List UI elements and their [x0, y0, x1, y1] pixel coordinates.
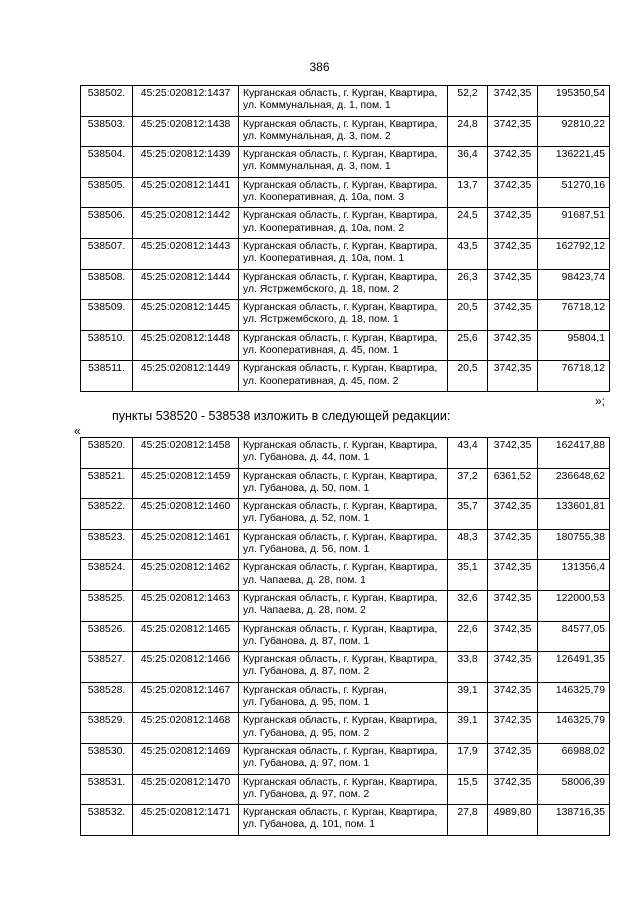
- address-cell: [239, 438, 448, 469]
- cadastral-number-cell: 45:25:020812:1448: [133, 330, 239, 361]
- address-cell: [239, 805, 448, 836]
- address-line-2: ул. Губанова, д. 95, пом. 2: [243, 727, 370, 739]
- cadastral-value-cell: 131356,4: [538, 560, 610, 591]
- specific-value-cell: 3742,35: [488, 330, 538, 361]
- item-number-cell: 538503.: [81, 116, 133, 147]
- area-cell: 26,3: [448, 269, 488, 300]
- area-cell: 35,1: [448, 560, 488, 591]
- cadastral-number-cell: 45:25:020812:1467: [133, 682, 239, 713]
- closing-quote-mark: »;: [595, 394, 606, 408]
- address-cell: [239, 621, 448, 652]
- address-cell: [239, 468, 448, 499]
- item-number-cell: 538529.: [81, 713, 133, 744]
- cadastral-value-cell: 133601,81: [538, 499, 610, 530]
- table-row: [81, 468, 610, 499]
- cadastral-value-cell: 76718,12: [538, 300, 610, 331]
- item-number-cell: 538520.: [81, 438, 133, 469]
- address-cell: [239, 300, 448, 331]
- address-line-2: ул. Кооперативная, д. 45, пом. 2: [243, 375, 399, 387]
- address-line-1: Курганская область, г. Курган, Квартира,: [243, 149, 438, 161]
- specific-value-cell: 3742,35: [488, 590, 538, 621]
- address-line-1: Курганская область, г. Курган, Квартира,: [243, 807, 438, 819]
- cadastral-number-cell: 45:25:020812:1444: [133, 269, 239, 300]
- cadastral-value-cell: 95804,1: [538, 330, 610, 361]
- cadastral-value-cell: 162792,12: [538, 238, 610, 269]
- specific-value-cell: 3742,35: [488, 652, 538, 683]
- address-cell: [239, 86, 448, 117]
- cadastral-value-cell: 98423,74: [538, 269, 610, 300]
- table-row: [81, 269, 610, 300]
- cadastral-value-cell: 91687,51: [538, 208, 610, 239]
- table-row: [81, 590, 610, 621]
- area-cell: 48,3: [448, 529, 488, 560]
- cadastral-number-cell: 45:25:020812:1465: [133, 621, 239, 652]
- item-number-cell: 538530.: [81, 743, 133, 774]
- address-line-1: Курганская область, г. Курган, Квартира,: [243, 592, 438, 604]
- address-cell: [239, 116, 448, 147]
- cadastral-value-cell: 51270,16: [538, 177, 610, 208]
- address-line-1: Курганская область, г. Курган, Квартира,: [243, 271, 438, 283]
- table-row: [81, 330, 610, 361]
- table-row: [81, 438, 610, 469]
- table-row: [81, 682, 610, 713]
- address-line-2: ул. Губанова, д. 50, пом. 1: [243, 482, 370, 494]
- specific-value-cell: 3742,35: [488, 361, 538, 392]
- area-cell: 39,1: [448, 713, 488, 744]
- cadastral-number-cell: 45:25:020812:1469: [133, 743, 239, 774]
- cadastral-value-cell: 66988,02: [538, 743, 610, 774]
- item-number-cell: 538522.: [81, 499, 133, 530]
- registry-table-body: [81, 86, 610, 392]
- address-line-1: Курганская область, г. Курган, Квартира,: [243, 88, 438, 99]
- address-line-1: Курганская область, г. Курган, Квартира,: [243, 654, 438, 666]
- specific-value-cell: 3742,35: [488, 86, 538, 117]
- address-line-1: Курганская область, г. Курган, Квартира,: [243, 623, 438, 635]
- cadastral-value-cell: 236648,62: [538, 468, 610, 499]
- cadastral-number-cell: 45:25:020812:1437: [133, 86, 239, 117]
- address-line-2: ул. Ястржембского, д. 18, пом. 2: [243, 283, 399, 295]
- cadastral-value-cell: 126491,35: [538, 652, 610, 683]
- address-line-2: ул. Губанова, д. 97, пом. 2: [243, 788, 370, 800]
- area-cell: 35,7: [448, 499, 488, 530]
- table-row: [81, 238, 610, 269]
- address-line-2: ул. Коммунальная, д. 1, пом. 1: [243, 100, 391, 112]
- specific-value-cell: 3742,35: [488, 743, 538, 774]
- address-cell: [239, 652, 448, 683]
- cadastral-value-cell: 146325,79: [538, 713, 610, 744]
- address-line-1: Курганская область, г. Курган, Квартира,: [243, 440, 438, 451]
- cadastral-number-cell: 45:25:020812:1438: [133, 116, 239, 147]
- area-cell: 22,6: [448, 621, 488, 652]
- specific-value-cell: 3742,35: [488, 438, 538, 469]
- cadastral-value-cell: 180755,38: [538, 529, 610, 560]
- area-cell: 15,5: [448, 774, 488, 805]
- specific-value-cell: 3742,35: [488, 238, 538, 269]
- address-cell: [239, 330, 448, 361]
- address-line-2: ул. Кооперативная, д. 10а, пом. 2: [243, 222, 405, 234]
- cadastral-number-cell: 45:25:020812:1458: [133, 438, 239, 469]
- item-number-cell: 538507.: [81, 238, 133, 269]
- opening-quote-mark: «: [74, 424, 81, 438]
- cadastral-number-cell: 45:25:020812:1439: [133, 147, 239, 178]
- table-row: [81, 208, 610, 239]
- cadastral-number-cell: 45:25:020812:1468: [133, 713, 239, 744]
- address-line-1: Курганская область, г. Курган, Квартира,: [243, 118, 438, 130]
- specific-value-cell: 3742,35: [488, 300, 538, 331]
- item-number-cell: 538527.: [81, 652, 133, 683]
- address-line-1: Курганская область, г. Курган, Квартира,: [243, 531, 438, 543]
- cadastral-number-cell: 45:25:020812:1470: [133, 774, 239, 805]
- address-line-1: Курганская область, г. Курган, Квартира,: [243, 363, 438, 375]
- address-line-1: Курганская область, г. Курган, Квартира,: [243, 745, 438, 757]
- table-row: [81, 86, 610, 117]
- cadastral-value-cell: 84577,05: [538, 621, 610, 652]
- item-number-cell: 538524.: [81, 560, 133, 591]
- area-cell: 27,8: [448, 805, 488, 836]
- specific-value-cell: 3742,35: [488, 116, 538, 147]
- area-cell: 24,5: [448, 208, 488, 239]
- item-number-cell: 538521.: [81, 468, 133, 499]
- area-cell: 24,8: [448, 116, 488, 147]
- address-line-1: Курганская область, г. Курган, Квартира,: [243, 179, 438, 191]
- table-row: [81, 529, 610, 560]
- item-number-cell: 538505.: [81, 177, 133, 208]
- address-cell: [239, 147, 448, 178]
- table-row: [81, 177, 610, 208]
- area-cell: 33,8: [448, 652, 488, 683]
- area-cell: 17,9: [448, 743, 488, 774]
- cadastral-number-cell: 45:25:020812:1442: [133, 208, 239, 239]
- address-line-2: ул. Коммунальная, д. 3, пом. 1: [243, 161, 391, 173]
- cadastral-value-cell: 162417,88: [538, 438, 610, 469]
- cadastral-value-cell: 136221,45: [538, 147, 610, 178]
- address-line-2: ул. Губанова, д. 95, пом. 1: [243, 697, 370, 709]
- cadastral-number-cell: 45:25:020812:1463: [133, 590, 239, 621]
- area-cell: 36,4: [448, 147, 488, 178]
- area-cell: 32,6: [448, 590, 488, 621]
- specific-value-cell: 3742,35: [488, 177, 538, 208]
- specific-value-cell: 3742,35: [488, 208, 538, 239]
- table-row: [81, 743, 610, 774]
- page-number: 386: [309, 60, 330, 74]
- cadastral-value-cell: 58006,39: [538, 774, 610, 805]
- address-line-2: ул. Ястржембского, д. 18, пом. 1: [243, 314, 399, 326]
- specific-value-cell: 3742,35: [488, 774, 538, 805]
- registry-table-previous: [80, 85, 610, 392]
- specific-value-cell: 4989,80: [488, 805, 538, 836]
- address-line-1: Курганская область, г. Курган, Квартира,: [243, 715, 438, 727]
- table-row: [81, 499, 610, 530]
- table-row: [81, 652, 610, 683]
- address-line-2: ул. Губанова, д. 52, пом. 1: [243, 513, 370, 525]
- area-cell: 52,2: [448, 86, 488, 117]
- address-line-2: ул. Губанова, д. 56, пом. 1: [243, 544, 370, 556]
- specific-value-cell: 3742,35: [488, 269, 538, 300]
- cadastral-number-cell: 45:25:020812:1449: [133, 361, 239, 392]
- address-line-1: Курганская область, г. Курган, Квартира,: [243, 501, 438, 513]
- address-line-1: Курганская область, г. Курган, Квартира,: [243, 210, 438, 222]
- amendment-instruction: пункты 538520 - 538538 изложить в следующей редакции:: [112, 409, 451, 423]
- item-number-cell: 538511.: [81, 361, 133, 392]
- area-cell: 39,1: [448, 682, 488, 713]
- table-row: [81, 713, 610, 744]
- area-cell: 43,4: [448, 438, 488, 469]
- cadastral-number-cell: 45:25:020812:1466: [133, 652, 239, 683]
- cadastral-number-cell: 45:25:020812:1441: [133, 177, 239, 208]
- area-cell: 13,7: [448, 177, 488, 208]
- address-cell: [239, 713, 448, 744]
- address-line-1: Курганская область, г. Курган, Квартира,: [243, 302, 438, 314]
- address-cell: [239, 743, 448, 774]
- address-line-2: ул. Губанова, д. 87, пом. 1: [243, 635, 370, 647]
- address-line-2: ул. Коммунальная, д. 3, пом. 2: [243, 130, 391, 142]
- address-line-2: ул. Губанова, д. 101, пом. 1: [243, 819, 376, 831]
- address-line-2: ул. Чапаева, д. 28, пом. 2: [243, 605, 366, 617]
- table-row: [81, 560, 610, 591]
- cadastral-value-cell: 146325,79: [538, 682, 610, 713]
- item-number-cell: 538509.: [81, 300, 133, 331]
- table-row: [81, 116, 610, 147]
- item-number-cell: 538532.: [81, 805, 133, 836]
- cadastral-number-cell: 45:25:020812:1445: [133, 300, 239, 331]
- cadastral-value-cell: 76718,12: [538, 361, 610, 392]
- cadastral-value-cell: 195350,54: [538, 86, 610, 117]
- cadastral-value-cell: 92810,22: [538, 116, 610, 147]
- address-line-2: ул. Кооперативная, д. 10а, пом. 1: [243, 253, 405, 265]
- area-cell: 43,5: [448, 238, 488, 269]
- item-number-cell: 538523.: [81, 529, 133, 560]
- address-cell: [239, 682, 448, 713]
- table-row: [81, 774, 610, 805]
- address-cell: [239, 238, 448, 269]
- item-number-cell: 538510.: [81, 330, 133, 361]
- item-number-cell: 538526.: [81, 621, 133, 652]
- address-line-2: ул. Чапаева, д. 28, пом. 1: [243, 574, 366, 586]
- cadastral-value-cell: 138716,35: [538, 805, 610, 836]
- cadastral-number-cell: 45:25:020812:1462: [133, 560, 239, 591]
- item-number-cell: 538506.: [81, 208, 133, 239]
- specific-value-cell: 6361,52: [488, 468, 538, 499]
- table-row: [81, 147, 610, 178]
- address-line-1: Курганская область, г. Курган, Квартира,: [243, 470, 438, 482]
- item-number-cell: 538508.: [81, 269, 133, 300]
- area-cell: 20,5: [448, 361, 488, 392]
- registry-table-amended: [80, 437, 610, 836]
- specific-value-cell: 3742,35: [488, 621, 538, 652]
- address-line-1: Курганская область, г. Курган, Квартира,: [243, 776, 438, 788]
- address-line-1: Курганская область, г. Курган, Квартира,: [243, 332, 438, 344]
- address-line-1: Курганская область, г. Курган, Квартира,: [243, 240, 438, 252]
- specific-value-cell: 3742,35: [488, 499, 538, 530]
- address-cell: [239, 177, 448, 208]
- cadastral-number-cell: 45:25:020812:1459: [133, 468, 239, 499]
- address-line-2: ул. Губанова, д. 44, пом. 1: [243, 452, 370, 464]
- cadastral-number-cell: 45:25:020812:1443: [133, 238, 239, 269]
- address-cell: [239, 560, 448, 591]
- address-cell: [239, 499, 448, 530]
- cadastral-number-cell: 45:25:020812:1471: [133, 805, 239, 836]
- cadastral-value-cell: 122000,53: [538, 590, 610, 621]
- address-line-2: ул. Губанова, д. 87, пом. 2: [243, 666, 370, 678]
- address-line-2: ул. Кооперативная, д. 45, пом. 1: [243, 345, 399, 357]
- item-number-cell: 538531.: [81, 774, 133, 805]
- address-cell: [239, 774, 448, 805]
- specific-value-cell: 3742,35: [488, 713, 538, 744]
- address-line-1: Курганская область, г. Курган,: [243, 684, 387, 696]
- item-number-cell: 538502.: [81, 86, 133, 117]
- address-cell: [239, 529, 448, 560]
- address-line-1: Курганская область, г. Курган, Квартира,: [243, 562, 438, 574]
- address-cell: [239, 590, 448, 621]
- specific-value-cell: 3742,35: [488, 560, 538, 591]
- address-line-2: ул. Кооперативная, д. 10а, пом. 3: [243, 192, 405, 204]
- address-cell: [239, 361, 448, 392]
- table-row: [81, 805, 610, 836]
- specific-value-cell: 3742,35: [488, 682, 538, 713]
- cadastral-number-cell: 45:25:020812:1461: [133, 529, 239, 560]
- item-number-cell: 538528.: [81, 682, 133, 713]
- area-cell: 37,2: [448, 468, 488, 499]
- area-cell: 25,6: [448, 330, 488, 361]
- specific-value-cell: 3742,35: [488, 147, 538, 178]
- cadastral-number-cell: 45:25:020812:1460: [133, 499, 239, 530]
- address-cell: [239, 269, 448, 300]
- table-row: [81, 621, 610, 652]
- item-number-cell: 538525.: [81, 590, 133, 621]
- registry-table-body: [81, 438, 610, 836]
- address-cell: [239, 208, 448, 239]
- address-line-2: ул. Губанова, д. 97, пом. 1: [243, 758, 370, 770]
- item-number-cell: 538504.: [81, 147, 133, 178]
- area-cell: 20,5: [448, 300, 488, 331]
- specific-value-cell: 3742,35: [488, 529, 538, 560]
- table-row: [81, 300, 610, 331]
- table-row: [81, 361, 610, 392]
